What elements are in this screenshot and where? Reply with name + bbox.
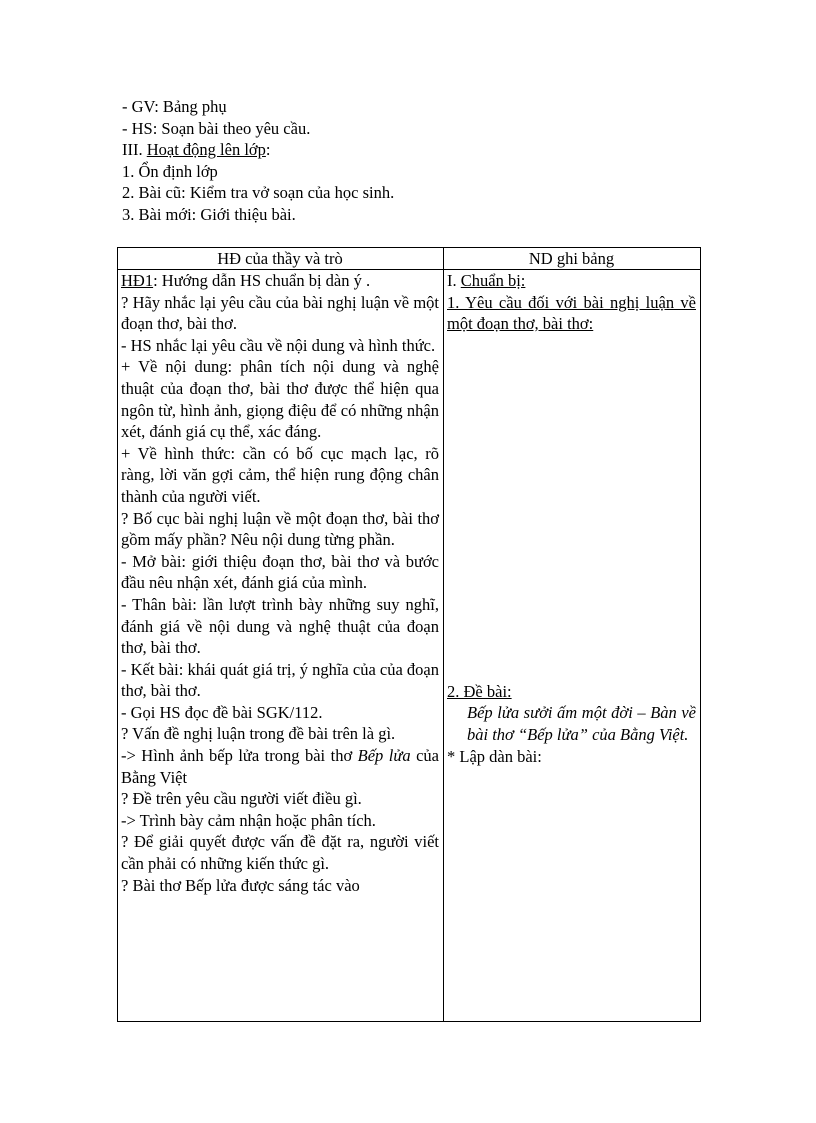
step-3: 3. Bài mới: Giới thiệu bài. [122, 204, 296, 224]
answer-issue [121, 745, 439, 788]
question-issue: ? Vấn đề nghị luận trong đề bài trên là gì. [121, 724, 396, 744]
body-part: - Thân bài: lần lượt trình bày những suy nghĩ, đánh giá về nội dung và nghệ thuật của đoạn thơ, bài thơ. [121, 594, 439, 658]
activity-1-label: HĐ1 [121, 271, 154, 290]
topic-text: Bếp lửa sưởi ấm một đời – Bàn về bài thơ “Bếp lửa” của Bằng Việt. [467, 703, 696, 744]
section-title: Hoạt động lên lớp [146, 140, 266, 160]
student-materials: - HS: Soạn bài theo yêu cầu. [122, 118, 311, 138]
question-knowledge: ? Để giải quyết được vấn đề đặt ra, người viết cần phải có những kiến thức gì. [121, 832, 439, 874]
question-composition: ? Bài thơ Bếp lửa được sáng tác vào [121, 875, 360, 895]
board-notes-cell [444, 270, 701, 1022]
requirements-heading: 1. Yêu cầu đối với bài nghị luận về một đoạn thơ, bài thơ: [447, 292, 696, 334]
topic-heading: 2. Đề bài: [447, 681, 512, 701]
question-structure: ? Bố cục bài nghị luận về một đoạn thơ, bài thơ gồm mấy phần? Nêu nội dung từng phần. [121, 508, 439, 550]
read-topic: - Gọi HS đọc đề bài SGK/112. [121, 702, 323, 722]
poem-title: Bếp lửa [357, 746, 411, 766]
outline-heading: * Lập dàn bài: [447, 746, 542, 766]
header-activities: HĐ của thầy và trò [118, 248, 444, 270]
conclusion-part: - Kết bài: khái quát giá trị, ý nghĩa của của đoạn thơ, bài thơ. [121, 659, 439, 701]
question-requirements: ? Hãy nhắc lại yêu cầu của bài nghị luận về một đoạn thơ, bài thơ. [121, 292, 439, 334]
activities-cell [118, 270, 444, 1022]
intro-section [122, 96, 712, 226]
question-demand: ? Đề trên yêu cầu người viết điều gì. [121, 789, 362, 809]
activity-1-heading [121, 270, 439, 292]
spacer [447, 335, 696, 681]
intro-part: - Mở bài: giới thiệu đoạn thơ, bài thơ và bước đầu nêu nhận xét, đánh giá của mình. [121, 551, 439, 593]
answer-demand: -> Trình bày cảm nhận hoặc phân tích. [121, 810, 376, 830]
content-requirement: + Về nội dung: phân tích nội dung và nghệ thuật của đoạn thơ, bài thơ được thể hiện qua ngôn từ, hình ảnh, giọng điệu để có những nhận xét, đánh giá cụ thể, xác đáng. [121, 357, 439, 442]
header-board-notes: ND ghi bảng [444, 248, 701, 270]
form-requirement: + Về hình thức: cần có bố cục mạch lạc, rõ ràng, lời văn gợi cảm, thể hiện rung động chân thành của người viết. [121, 443, 439, 506]
teacher-materials: - GV: Bảng phụ [122, 97, 227, 116]
table-header-row [118, 248, 701, 270]
prep-title: Chuẩn bị: [460, 271, 526, 290]
prep-number: I. [447, 271, 461, 290]
lesson-table [117, 247, 701, 1022]
section-number: III. [122, 140, 147, 160]
step-1: 1. Ổn định lớp [122, 161, 218, 181]
activity-1-text: : Hướng dẫn HS chuẩn bị dàn ý . [153, 271, 371, 290]
section-colon: : [265, 140, 271, 160]
answer-issue-post: của Bằng Việt [121, 746, 439, 787]
prep-heading [447, 270, 696, 292]
step-2: 2. Bài cũ: Kiểm tra vở soạn của học sinh. [122, 183, 395, 203]
answer-requirements: - HS nhắc lại yêu cầu về nội dung và hình thức. [121, 335, 436, 355]
answer-issue-pre: -> Hình ảnh bếp lửa trong bài thơ [121, 746, 358, 766]
table-body-row [118, 270, 701, 1022]
section-heading [122, 139, 712, 161]
